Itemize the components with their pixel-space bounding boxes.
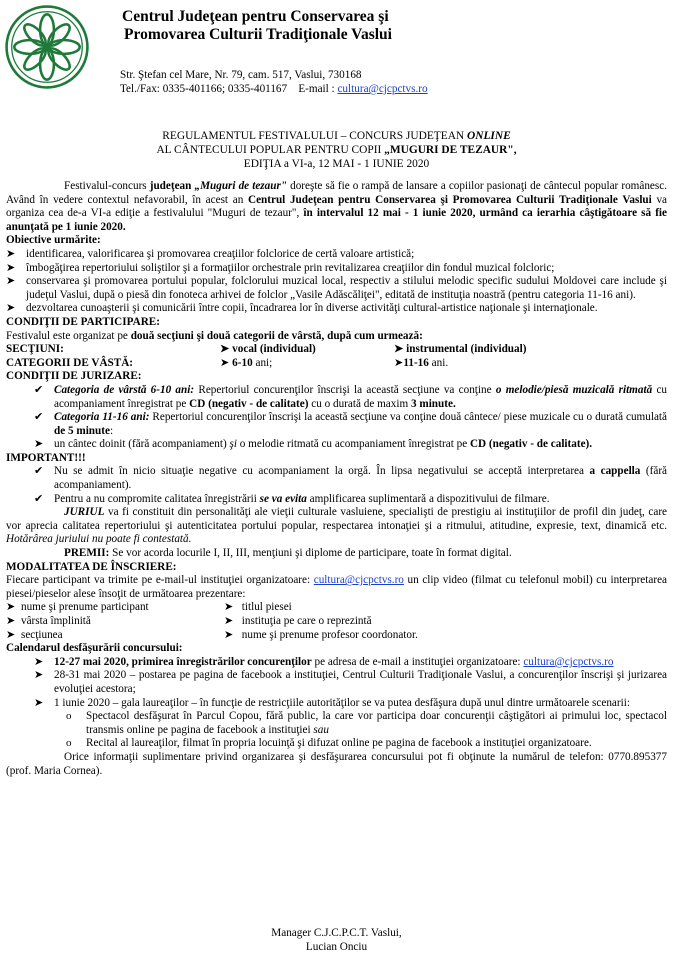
category-6-10-value: 6-10 xyxy=(232,356,253,369)
calendar-item-1 xyxy=(54,656,667,670)
address-block xyxy=(120,68,428,96)
registration-text xyxy=(6,574,667,601)
signature-name: Lucian Onciu xyxy=(305,941,368,953)
closing-paragraph: Orice informaţii suplimentare privind organizarea şi desfăşurarea concursului pot fi obţinute la numărul de telefon: 0770.895377 (prof. Maria Cornea). xyxy=(6,750,667,777)
list-item xyxy=(6,615,224,629)
judging-heading: CONDIŢII DE JURIZARE: xyxy=(6,370,142,383)
arrow-bullet-icon: ➤ xyxy=(224,601,234,614)
intro-text-d: doreşte să fie o rampă de lansare a copiilor pasionaţi de cântecul popular românesc. Având în vedere contextul nefavorabil, în acest an xyxy=(6,180,668,206)
list-item xyxy=(6,601,224,615)
intro-text-c: „Muguri de tezaur" xyxy=(194,180,288,192)
categories-label: CATEGORII DE VÂSTĂ: xyxy=(6,356,134,369)
intro-text-f: va organiza cea de-a VI-a ediţie a festivalului "Muguri de tezaur", xyxy=(6,193,668,220)
arrow-bullet-icon: ➤ xyxy=(224,628,234,641)
category-6-10-unit: ani; xyxy=(255,356,273,369)
phone-fax: Tel./Fax: 0335-401166; 0335-401167 xyxy=(120,83,288,95)
header-email-link[interactable]: cultura@cjcpctvs.ro xyxy=(337,83,428,95)
title-line-3: EDIŢIA a VI-a, 12 MAI - 1 IUNIE 2020 xyxy=(243,157,430,170)
participation-heading: CONDIŢII DE PARTICIPARE: xyxy=(6,315,160,328)
judging-item-3-b: şi xyxy=(229,438,237,451)
intro-text-e: Centrul Judeţean pentru Conservarea şi Promovarea Culturii Tradiţionale Vaslui xyxy=(247,193,652,206)
calendar-item-1-b: pe adresa de e-mail a instituţiei organizatoare: xyxy=(314,655,521,668)
intro-text-b: judeţean xyxy=(149,180,192,192)
calendar-email-link[interactable]: cultura@cjcpctvs.ro xyxy=(523,655,614,668)
document-body xyxy=(6,180,667,778)
judging-item-3-c: o melodie ritmată cu acompaniament înregistrat pe xyxy=(239,438,468,451)
judging-item-2-a: Categoria 11-16 ani: xyxy=(54,411,150,424)
scenario-1-or: sau xyxy=(313,723,329,736)
list-item xyxy=(6,302,667,316)
registration-text-a: Fiecare participant va trimite pe e-mail-ul instituţiei organizatoare: xyxy=(6,574,311,587)
list-item xyxy=(224,615,418,629)
intro-text-a: Festivalul-concurs xyxy=(64,180,147,192)
list-item xyxy=(224,601,418,615)
categories-row xyxy=(6,357,667,371)
signature-title: Manager C.J.C.P.C.T. Vaslui, xyxy=(271,927,402,939)
judging-item-1 xyxy=(54,384,667,411)
title-online: ONLINE xyxy=(467,130,511,142)
prizes-label: PREMII: xyxy=(64,547,110,560)
signature-block xyxy=(0,926,673,954)
judging-item-2-b: Repertoriul concurenţilor înscrişi la această secţiune va conţine două cântece/ piese muzicale cu o durată cumulată xyxy=(152,411,667,424)
list-item xyxy=(6,384,667,411)
list-item xyxy=(6,465,667,492)
judging-item-1-d: cu acompaniament înregistrat pe xyxy=(54,383,668,410)
check-bullet-icon: ✔ xyxy=(34,465,44,478)
circle-bullet-icon: o xyxy=(66,737,72,750)
registration-email-link[interactable]: cultura@cjcpctvs.ro xyxy=(313,574,404,587)
judging-item-2-d: : xyxy=(109,424,114,437)
judging-item-1-a: Categoria de vârstă 6-10 ani: xyxy=(54,383,195,396)
document-title xyxy=(0,130,673,171)
list-item xyxy=(6,656,667,670)
organization-name xyxy=(122,8,392,44)
list-item xyxy=(6,697,667,711)
arrow-bullet-icon: ➤ xyxy=(224,615,234,627)
arrow-bullet-icon: ➤ xyxy=(6,261,16,274)
org-line-2: Promovarea Culturii Tradiţionale Vaslui xyxy=(124,26,392,43)
street-address: Str. Ştefan cel Mare, Nr. 79, cam. 517, Vaslui, 730168 xyxy=(120,69,362,81)
registration-field: vârsta împlinită xyxy=(20,615,91,627)
category-11-16 xyxy=(394,357,654,371)
judging-item-2-c: de 5 minute xyxy=(54,424,110,437)
calendar-item-2: 28-31 mai 2020 – postarea pe pagina de facebook a instituţiei, Centrul Culturii Tradiţionale Vaslui, a concurenţilor înscrişi şi jurizarea evoluţiei acestora; xyxy=(54,669,667,695)
participation-text-b: două secţiuni şi două categorii de vârstă, după cum urmează: xyxy=(130,329,423,342)
list-item xyxy=(6,737,667,751)
scenario-2: Recital al laureaţilor, filmat în propria locuinţă şi difuzat online pe pagina de facebook a instituţiei organizatoare. xyxy=(86,737,592,750)
arrow-bullet-icon: ➤ xyxy=(34,655,44,668)
scenario-1-text: Spectacol desfăşurat în Parcul Copou, fără public, la care vor participa doar concurenţii câştigători ai primului loc, spectacol transmis online pe pagina de facebook a instituţiei xyxy=(86,710,667,736)
important-heading: IMPORTANT!!! xyxy=(6,451,86,464)
contact-line xyxy=(120,82,428,96)
registration-field: nume şi prenume profesor coordonator. xyxy=(241,628,418,641)
arrow-bullet-icon: ➤ xyxy=(34,438,44,451)
sections-label: SECŢIUNI: xyxy=(6,343,64,356)
important-item-1-a: Nu se admit în nicio situaţie negative cu acompaniament la orgă. În lipsa negativului se acceptă interpretarea xyxy=(54,465,584,478)
judging-item-1-f: cu o durată de maxim xyxy=(311,397,409,410)
jury-label: JURIUL xyxy=(64,506,105,519)
arrow-bullet-icon: ➤ xyxy=(6,628,16,641)
title-line-2-text: AL CÂNTECULUI POPULAR PENTRU COPII xyxy=(156,143,382,156)
objective-2: îmbogăţirea repertoriului soliştilor şi a formaţiilor orchestrale prin revitalizarea creaţiilor din fondul muzical folcloric; xyxy=(26,261,555,274)
list-item xyxy=(6,411,667,438)
registration-heading: MODALITATEA DE ÎNSCRIERE: xyxy=(6,560,177,573)
important-item-2-a: Pentru a nu compromite calitatea înregistrării xyxy=(54,492,257,505)
arrow-bullet-icon: ➤ xyxy=(394,356,404,369)
important-item-1-b: a cappella xyxy=(589,465,641,478)
judging-item-1-b: Repertoriul concurenţilor înscrişi la această secţiune va conţine xyxy=(198,383,492,396)
category-11-16-value: 11-16 xyxy=(403,356,429,369)
important-item-2 xyxy=(54,493,667,507)
registration-field: titlul piesei xyxy=(241,601,292,614)
check-bullet-icon: ✔ xyxy=(34,411,44,424)
category-6-10 xyxy=(220,357,394,371)
list-item xyxy=(6,262,667,276)
section-vocal xyxy=(220,343,394,357)
prizes-text: Se vor acorda locurile I, II, III, menţiuni şi diplome de participare, toate în format digital. xyxy=(112,547,512,560)
jury-paragraph xyxy=(6,506,667,547)
jury-text: va fi constituit din personalităţi ale vieţii culturale vasluiene, specialişti de prestigiu ai instituţiilor de profil din judeţ, care vor aprecia calitatea repertoriului şi autenticitatea portului popular, respectarea intonaţiei şi a ritmului, atitudine, expresie, text, dinamică etc. xyxy=(6,506,668,532)
participation-text xyxy=(6,330,667,344)
objective-4: dezvoltarea cunoaşterii şi comunicării între copii, încadrarea lor în diverse activităţi cultural-artistice naţionale şi internaţionale. xyxy=(26,302,598,315)
important-item-2-c: amplificarea suplimentară a dispozitivului de filmare. xyxy=(309,492,550,505)
check-bullet-icon: ✔ xyxy=(34,383,44,396)
circle-bullet-icon: o xyxy=(66,710,72,723)
arrow-bullet-icon: ➤ xyxy=(6,601,16,614)
registration-list-right xyxy=(224,601,418,642)
list-item xyxy=(6,669,667,696)
section-vocal-text: vocal (individual) xyxy=(232,343,316,356)
check-bullet-icon: ✔ xyxy=(34,492,44,505)
title-line-1 xyxy=(0,130,673,144)
judging-item-3-d: CD (negativ - de calitate). xyxy=(469,438,593,451)
arrow-bullet-icon: ➤ xyxy=(6,247,16,260)
registration-text-b: un clip video (filmat cu telefonul mobil) cu interpretarea piesei/pieselor alese însoţit de următoarea prezentare: xyxy=(6,574,667,600)
org-line-1: Centrul Judeţean pentru Conservarea şi xyxy=(122,8,389,25)
important-item-2-b: se va evita xyxy=(259,492,307,505)
title-line-1-text: REGULAMENTUL FESTIVALULUI – CONCURS JUDEŢEAN xyxy=(162,130,465,142)
section-instrumental-text: instrumental (individual) xyxy=(406,343,527,356)
intro-text-g: în intervalul 12 mai - 1 iunie 2020, urmând ca ierarhia câştigătoare să fie anunţată pe 1 iunie 2020. xyxy=(6,207,668,233)
participation-text-a: Festivalul este organizat pe xyxy=(6,329,128,342)
arrow-bullet-icon: ➤ xyxy=(6,302,16,315)
list-item xyxy=(6,248,667,262)
intro-paragraph xyxy=(6,180,667,234)
arrow-bullet-icon: ➤ xyxy=(220,343,230,356)
judging-item-1-c: o melodie/piesă muzicală ritmată xyxy=(495,383,653,396)
objective-3: conservarea şi promovarea portului popular, folclorului muzical local, respectiv a stilului melodic specific sudului Moldovei care include şi judeţul Vaslui, după o piesă din fonoteca arhivei de folclor „Vasile Adăscăliţei", editată de instituţia noastră (pentru categoria 11-16 ani). xyxy=(26,275,667,301)
title-festival-name: „MUGURI DE TEZAUR", xyxy=(384,143,517,156)
registration-field: nume şi prenume participant xyxy=(20,601,149,614)
list-item xyxy=(6,275,667,302)
registration-field: secţiunea xyxy=(20,628,63,641)
judging-item-2 xyxy=(54,411,667,438)
objective-1: identificarea, valorificarea şi promovarea creaţiilor folclorice de certă valoare artistică; xyxy=(26,247,415,260)
judging-item-1-e: CD (negativ - de calitate) xyxy=(189,397,309,410)
list-item xyxy=(6,710,667,737)
important-item-1 xyxy=(54,465,667,492)
list-item xyxy=(6,629,224,643)
judging-item-3-a: un cântec doinit (fără acompaniament) xyxy=(54,438,227,451)
arrow-bullet-icon: ➤ xyxy=(6,275,16,288)
jury-note: Hotărârea juriului nu poate fi contestată. xyxy=(6,533,192,546)
important-item-1-c: (fără acompaniament). xyxy=(54,465,668,492)
email-label: E-mail : xyxy=(298,83,335,95)
list-item xyxy=(6,493,667,507)
arrow-bullet-icon: ➤ xyxy=(6,615,16,627)
registration-list xyxy=(6,601,667,642)
registration-field: instituţia pe care o reprezintă xyxy=(241,615,372,627)
calendar-heading: Calendarul desfăşurării concursului: xyxy=(6,642,183,655)
calendar-item-3: 1 iunie 2020 – gala laureaţilor – în funcţie de restricţiile autorităţilor se va putea desfăşura după unul dintre următoarele scenarii: xyxy=(54,696,630,709)
category-11-16-unit: ani. xyxy=(431,356,449,369)
objectives-heading: Obiective urmărite: xyxy=(6,234,101,247)
title-line-2 xyxy=(0,144,673,158)
judging-item-1-g: 3 minute. xyxy=(410,397,456,410)
arrow-bullet-icon: ➤ xyxy=(394,343,404,356)
arrow-bullet-icon: ➤ xyxy=(220,356,230,369)
calendar-item-1-a: 12-27 mai 2020, primirea înregistrărilor concurenţilor xyxy=(54,655,312,668)
arrow-bullet-icon: ➤ xyxy=(34,696,44,709)
list-item xyxy=(6,438,667,452)
list-item xyxy=(224,629,418,643)
section-instrumental xyxy=(394,343,654,357)
folk-rosette-logo xyxy=(4,4,90,90)
scenario-1 xyxy=(86,710,667,737)
sections-row xyxy=(6,343,667,357)
judging-item-3 xyxy=(54,438,667,452)
registration-list-left xyxy=(6,601,224,642)
arrow-bullet-icon: ➤ xyxy=(34,669,44,682)
prizes-paragraph xyxy=(6,547,667,561)
